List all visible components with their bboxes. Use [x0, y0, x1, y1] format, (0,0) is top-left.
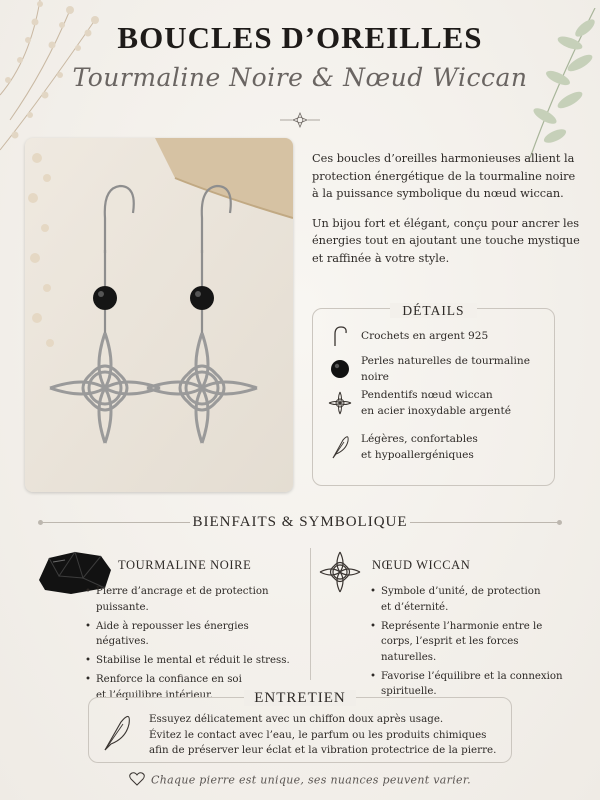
product-description [312, 150, 582, 267]
footer-note: Chaque pierre est unique, ses nuances peuvent varier. [0, 772, 600, 789]
feather-icon [327, 434, 353, 460]
intro-paragraph-1: Ces boucles d’oreilles harmonieuses allient la protection énergétique de la tourmaline noire à la puissance symbolique du nœud wiccan. [312, 152, 576, 200]
heart-icon [129, 772, 145, 789]
knot-benefits-list [370, 584, 575, 703]
detail-item-comfort [327, 431, 478, 463]
list-item: • Stabilise le mental et réduit le stress. [85, 653, 300, 669]
detail-text: Légères, confortables et hypoallergéniques [361, 433, 478, 461]
care-title: ENTRETIEN [244, 690, 355, 706]
list-item: • Renforce la confiance en soi et l’équilibre intérieur. [85, 672, 255, 703]
list-item: • Représente l’harmonie entre le corps, l’esprit et les forces naturelles. [370, 619, 570, 666]
care-instructions: Essuyez délicatement avec un chiffon doux après usage. Évitez le contact avec l’eau, le parfum ou les produits chimiques afin de préserver leur éclat et la vibration protectrice de la pierre. [149, 713, 497, 756]
page-subtitle: Tourmaline Noire & Nœud Wiccan [72, 63, 528, 92]
feather-icon [99, 712, 135, 752]
detail-item-pendants [327, 387, 511, 419]
detail-text: Perles naturelles de tourmaline noire [361, 355, 531, 383]
black-bead-icon [327, 356, 353, 382]
details-box [312, 303, 555, 486]
details-title: DÉTAILS [390, 303, 476, 318]
list-item: • Symbole d’unité, de protection et d’éternité. [370, 584, 545, 615]
wiccan-knot-icon [327, 390, 353, 416]
product-photo [25, 138, 293, 492]
detail-text: Pendentifs nœud wiccan en acier inoxydable argenté [361, 389, 512, 417]
detail-text: Crochets en argent 925 [361, 330, 489, 342]
knot-title: NŒUD WICCAN [372, 558, 471, 572]
column-divider [310, 548, 311, 680]
benefits-title: BIENFAITS & SYMBOLIQUE [192, 514, 408, 530]
detail-item-beads [327, 353, 554, 385]
earrings-image [25, 138, 293, 492]
wiccan-knot-icon [318, 550, 362, 594]
care-box [88, 690, 512, 763]
hook-icon [327, 323, 353, 349]
tourmaline-title: TOURMALINE NOIRE [118, 558, 252, 572]
intro-paragraph-2: Un bijou fort et élégant, conçu pour ancrer les énergies tout en ajoutant une touche mystique et raffinée à votre style. [312, 216, 580, 265]
page-title: BOUCLES D’OREILLES [117, 20, 483, 55]
divider-line [410, 522, 560, 523]
ornament-divider-icon [280, 110, 320, 130]
list-item: • Aide à repousser les énergies négatives. [85, 619, 300, 650]
list-item: • Pierre d’ancrage et de protection puissante. [85, 584, 300, 615]
detail-item-hooks [327, 323, 488, 349]
list-item: • Favorise l’équilibre et la connexion spirituelle. [370, 669, 570, 700]
